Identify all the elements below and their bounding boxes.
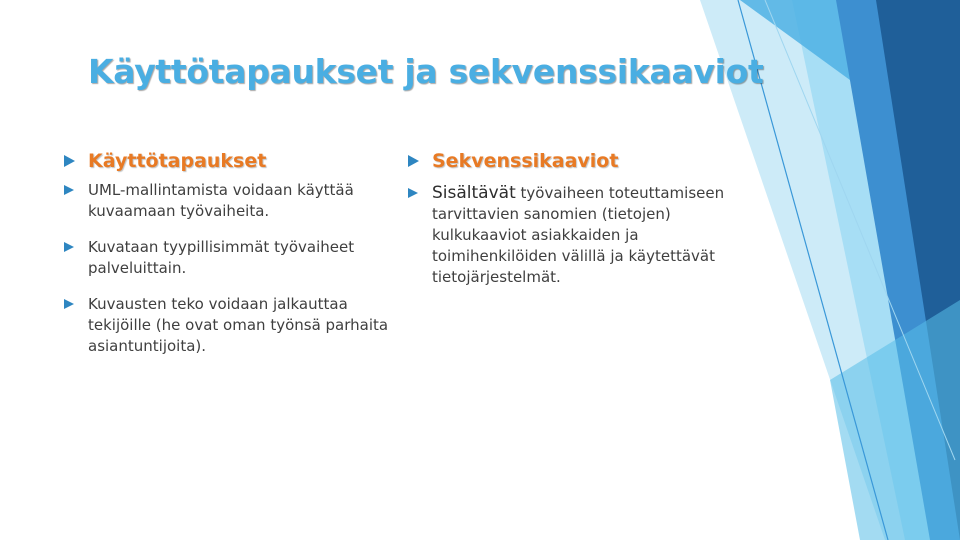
right-heading: Sekvenssikaaviot: [432, 150, 619, 172]
right-heading-item: [408, 148, 738, 174]
bullet-arrow-icon: [408, 188, 418, 198]
left-bullet-2: [64, 237, 394, 279]
right-bullet-1: [408, 183, 738, 288]
left-heading-item: [64, 148, 394, 174]
left-column: [64, 148, 394, 372]
left-bullet-3: [64, 294, 394, 357]
right-bullet-1-text: [432, 183, 738, 288]
right-bullet-rest: työvaiheen toteuttamiseen tarvittavien sanomien (tietojen) kulkukaaviot asiakkaiden ja toimihenkilöiden välillä ja käytettävät tietojärjestelmät.: [432, 184, 725, 286]
left-bullet-2-text: Kuvataan tyypillisimmät työvaiheet palveluittain.: [88, 238, 355, 277]
right-bullet-lead: Sisältävät: [432, 183, 516, 203]
bullet-arrow-icon: [64, 299, 74, 309]
slide-title: Käyttötapaukset ja sekvenssikaaviot: [88, 52, 764, 91]
bullet-arrow-icon: [64, 242, 74, 252]
left-bullet-3-text: Kuvausten teko voidaan jalkauttaa tekijöille (he ovat oman työnsä parhaita asiantuntijoita).: [88, 295, 389, 355]
bullet-arrow-icon: [408, 155, 419, 167]
bullet-arrow-icon: [64, 155, 75, 167]
bullet-arrow-icon: [64, 185, 74, 195]
right-column: [408, 148, 738, 303]
left-bullet-1: [64, 180, 394, 222]
left-heading: Käyttötapaukset: [88, 150, 267, 172]
left-bullet-1-text: UML-mallintamista voidaan käyttää kuvaamaan työvaiheita.: [88, 181, 354, 220]
